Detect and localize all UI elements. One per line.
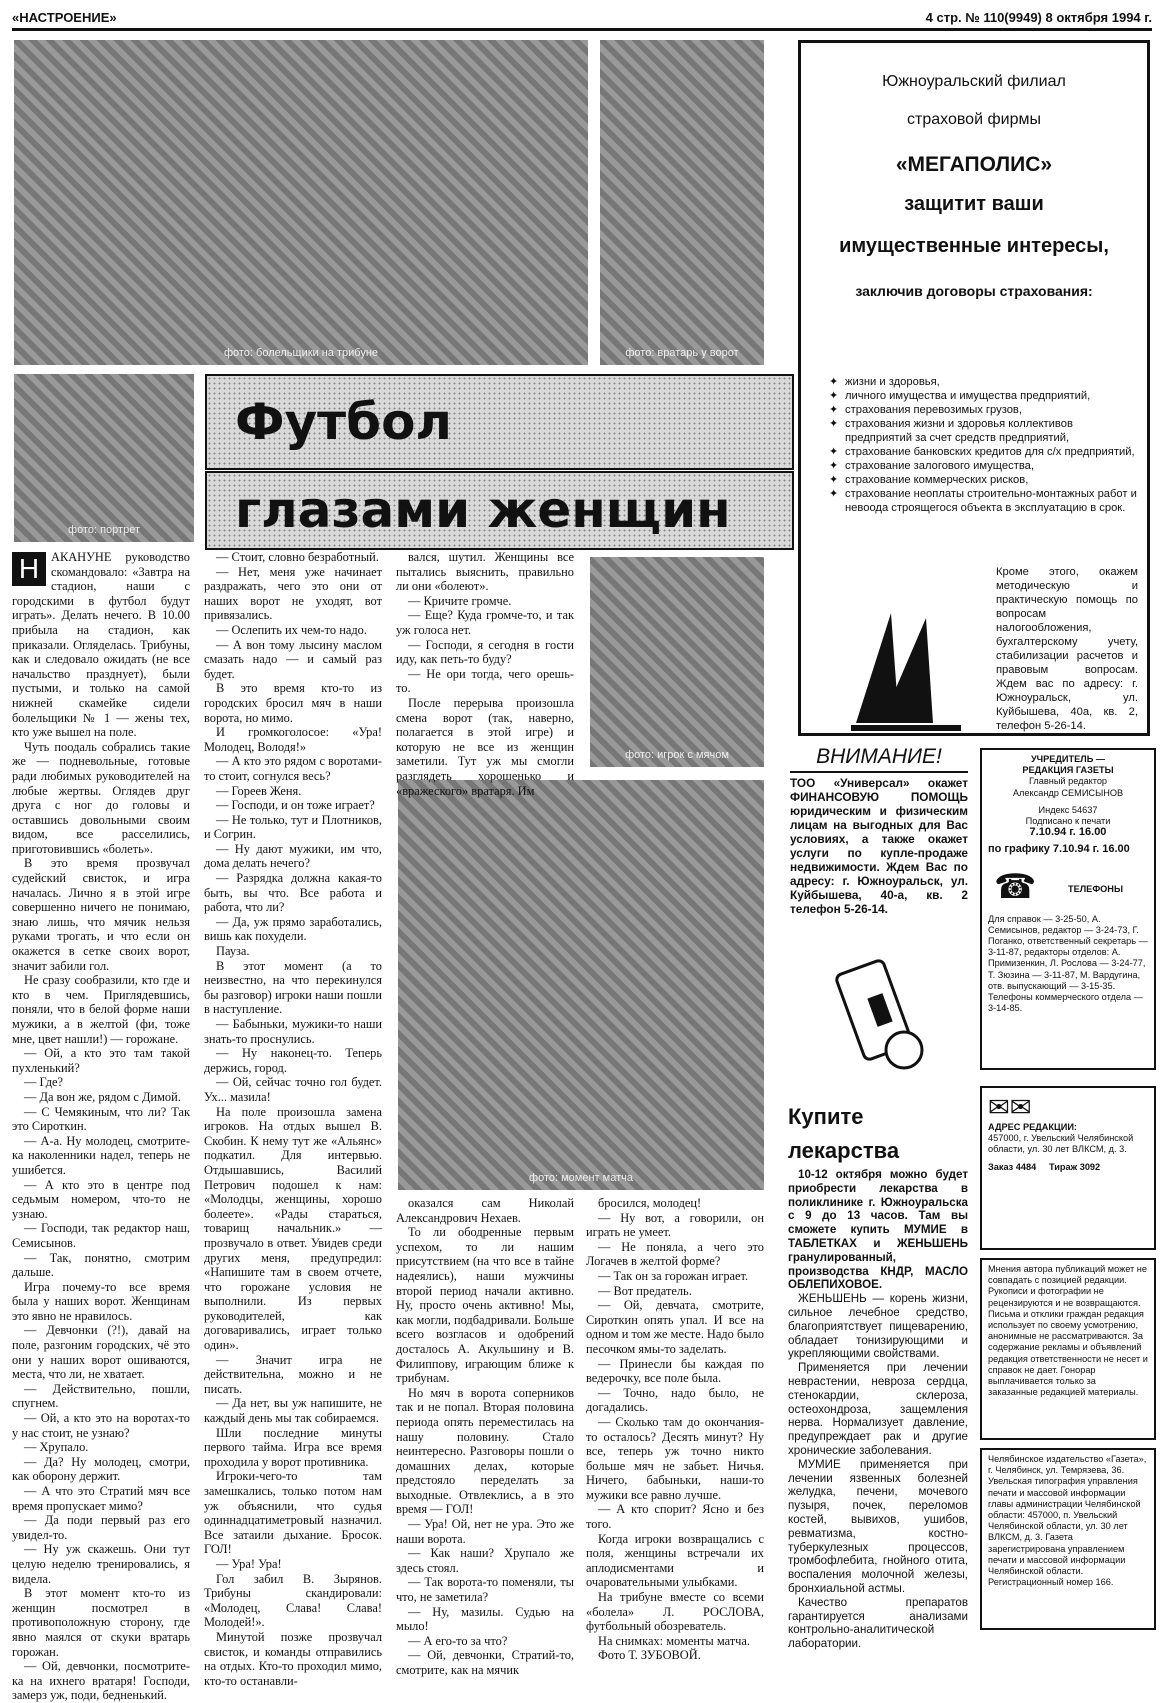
article-column-3-bottom [396,1196,574,1677]
article-paragraph: — Нет, меня уже начинает раздражать, чего это они от наших ворот не уходят, вот привязались. [204,564,382,623]
article-paragraph: На снимках: моменты матча. [598,1633,751,1648]
signed-label: Подписано к печати [1025,816,1111,827]
article-paragraph: — Да вон же, рядом с Димой. [24,1089,181,1104]
article-paragraph: — А кто спорит? Ясно и без того. [586,1502,764,1532]
founder-label: УЧРЕДИТЕЛЬ — [1030,754,1106,764]
photo-spectators: фото: болельщики на трибуне [14,40,588,365]
article-paragraph: Но мяч в ворота соперников так и не попал. Вторая половина периода опять переместилась на нашу половину. Стало неинтересно. Разговоры пошли о домашних делах, которые предстояло переделать за выходные. Отвлеклись, а в это время — ГОЛ! [396,1385,574,1517]
article-paragraph: — Да, уж прямо заработались, вишь как похудели. [204,914,382,944]
signed-date: 7.10.94 г. 16.00 [1029,826,1107,839]
address-text: 457000, г. Увельский Челябинской области, ул. 30 лет ВЛКСМ, д. 3. [988,1133,1134,1155]
article-paragraph: Н АКАНУНЕ руководство скомандовало: «Завтра на стадион, наши с городскими в футбол будут играть». Делать нечего. В 10.00 прибыла на стадион, как приказали. Огляделась. Трибуны, как и следовало ожидать (не все начальство празднует), были пустыми, и только на самой нижней скамейке сидели болельщики № 1 — жены тех, кто уже вышел на поле. [12,550,190,740]
article-paragraph: — Господи, так редактор наш, Семисынов. [12,1221,190,1250]
article-paragraph: — Так, понятно, смотрим дальше. [12,1250,190,1280]
insurance-item: ✦ личного имущества и имущества предприятий, [829,389,1139,403]
circulation: Тираж 3092 [1049,1161,1101,1172]
article-paragraph: Фото Т. ЗУБОВОЙ. [598,1648,701,1663]
article-column-2 [204,550,382,1688]
headline-line-1: Футбол [205,374,794,470]
article-column-3-top [396,550,574,798]
article-paragraph: — А его-то за что? [408,1633,508,1648]
pharmacy-ad [788,1100,968,1651]
article-paragraph: — А кто это рядом с воротами-то стоит, согнулся весь? [204,754,382,783]
article-paragraph: — Бабыньки, мужики-то наши знать-то проснулись. [204,1017,382,1046]
article-paragraph: — Ой, девчонки, посмотрите-ка на ихнего вратаря! Господи, замерз уж, поди, бедненький. [12,1659,190,1703]
article-paragraph: В этот момент (а то неизвестно, на что перекинулся бы разговор) игроки наши пошли в наступление. [204,958,382,1017]
schedule-date: по графику 7.10.94 г. 16.00 [988,843,1130,856]
article-column-1 [12,550,190,1703]
article-paragraph: — Господи, я сегодня в гости иду, как петь-то буду? [396,637,574,667]
article-paragraph: — Кричите громче. [408,593,512,608]
megapolis-logo-icon [851,613,961,733]
article-paragraph: И громкоголосое: «Ура! Молодец, Володя!» [204,725,382,754]
article-paragraph: Когда игроки возвращались с поля, женщины встречали их аплодисментами и очаровательными улыбками. [586,1531,764,1590]
newspaper-name: «НАСТРОЕНИЕ» [12,10,117,25]
insurance-item: ✦ страхования перевозимых грузов, [829,403,1139,417]
address-title: АДРЕС РЕДАКЦИИ: [988,1122,1077,1132]
article-paragraph: — А вон тому лысину маслом смазать надо — и самый раз будет. [204,637,382,681]
article-paragraph: После перерыва произошла смена ворот (так, наверно, полагается в этой игре) и которую не все из женщин заметили. Тут уж мы смогли разглядеть хорошенько и «вражеского» вратаря. Им [396,695,574,798]
article-paragraph: — Ну, мазилы. Судью на мыло! [396,1604,574,1634]
article-paragraph: — Да? Ну молодец, смотри, как оборону держит. [12,1454,190,1484]
article-paragraph: — Не только, тут и Плотников, и Согрин. [204,812,382,842]
article-paragraph: — Ой, девчонки, Стратий-то, смотрите, как на мячик [396,1648,574,1677]
article-paragraph: вался, шутил. Женщины все пытались выяснить, правильно ли они «болеют». [396,550,574,594]
photo-player-ball: фото: игрок с мячом [590,557,764,767]
article-paragraph: — Так ворота-то поменяли, ты что, не заметила? [396,1575,574,1605]
page-header [12,6,1152,31]
phones-text: Для справок — 3-25-50, А. Семисынов, редактор — 3-24-73, Г. Поганко, ответственный секретарь — 3-11-87, редакторы отделов: А. Примизенкин, Л. Рослова — 3-24-77, Т. Зюзина — 3-11-87, М. Вардугина, отв. выпускающий — 3-15-35. Телефоны коммерческого отдела — 3-14-85. [988,913,1148,1014]
pharmacy-heading-1: Купите [788,1104,864,1129]
disclaimer-box [980,1258,1156,1440]
article-paragraph: В этот момент кто-то из женщин посмотрел в противоположную сторону, где явно маялся от скуки вратарь горожан. [12,1586,190,1659]
article-paragraph: Игра почему-то все время была у наших ворот. Женщинам это явно не нравилось. [12,1279,190,1323]
article-paragraph: — Не поняла, а чего это Логачев в желтой форме? [586,1239,764,1269]
photo-goalkeeper: фото: вратарь у ворот [600,40,764,365]
article-paragraph: Шли последние минуты первого тайма. Игра все время проходила у ворот противника. [204,1425,382,1469]
article-paragraph: — Гореев Женя. [216,783,302,798]
article-paragraph: — Ура! Ура! [216,1556,282,1571]
insurance-list [829,375,1139,515]
pharmacy-paragraph: МУМИЕ применяется при лечении язвенных болезней желудка, печени, мочевого пузыря, почек, переломов костей, вывихов, ушибов, ревматизма, костно-туберкулезных процессов, тромбофлебита, гнойного отита, воспаления молочной железы, бронхиальной астмы. [788,1457,968,1595]
article-paragraph: — Ура! Ой, нет не ура. Это же наши ворота. [396,1517,574,1546]
insurance-item: ✦ страхования жизни и здоровья коллективов предприятий за счет средств предприятий, [829,417,1139,445]
article-paragraph: В это время прозвучал судейский свисток, и игра началась. Лично я в этой игре совершенно ничего не понимаю, знаю лишь, что мячик нельзя руками трогать, и что если он окажется в сетке своих ворот, значит забили гол. [12,856,190,973]
pharmacy-text [788,1168,968,1651]
article-paragraph: — Сколько там до окончания-то осталось? Десять минут? Ну все, теперь уж точно никто больше мяч не забьет. Ничья. Ничего, бабыньки, наши-то мужики все равно лучше. [586,1414,764,1502]
attention-text: ТОО «Универсал» окажет ФИНАНСОВУЮ ПОМОЩЬ юридическим и физическим лицам на выгодных для Вас условиях, а также окажет услуги по купле-продаже недвижимости. Ждем Вас по адресу: г. Южноуральск, ул. Куйбышева, 40-а, кв. 2 телефон 5-26-14. [790,776,968,916]
medicine-hand-icon [834,955,944,1085]
article-paragraph: Не сразу сообразили, кто где и кто в чем. Приглядевшись, поняли, что в белой форме наши мужики, а в желтой (фи, тоже мне, цвет нашли!) — горожане. [12,973,190,1046]
ad-line-6: заключив договоры страхования: [855,283,1093,299]
article-paragraph: оказался сам Николай Александрович Нехаев. [396,1196,574,1225]
article-paragraph: — Так он за горожан играет. [598,1268,749,1283]
issue-info: 4 стр. № 110(9949) 8 октября 1994 г. [925,10,1152,25]
imprint-box [980,748,1156,1070]
printing-text: Челябинское издательство «Газета», г. Челябинск, ул. Темрязева, 36. Увельская типография управления печати и массовой информации главы администрации Челябинской области: 457000, п. Увельский Челябинской области, ул. 30 лет ВЛКСМ, д. 3. Газета зарегистрирована управлением печати и массовой информации Челябинской области. Регистрационный номер 166. [988,1454,1147,1588]
article-paragraph: В это время кто-то из городских бросил мяч в наши ворота, но мимо. [204,681,382,725]
ad-company-name: «МЕГАПОЛИС» [895,153,1053,176]
envelope-icon: ✉✉ [988,1092,1032,1122]
photo-portrait: фото: портрет [14,374,194,542]
printing-box [980,1448,1156,1630]
insurance-item: ✦ страхование банковских кредитов для с/х предприятий, [829,445,1139,459]
article-paragraph: — Ой, сейчас точно гол будет. Ух... мазила! [204,1075,382,1104]
article-paragraph: — Еще? Куда громче-то, и так уж голоса нет. [396,608,574,637]
article-paragraph: Минутой позже прозвучал свисток, и команды отправились на отдых. Кто-то проходил мимо, кто-то останавли- [204,1629,382,1688]
attention-ad [790,745,968,916]
order-number: Заказ 4484 [988,1161,1037,1172]
pharmacy-paragraph: Применяется при лечении неврастении, невроза сердца, стенокардии, склероза, остеохондроза, защемления нерва. Нормализует давление, предупреждает рак и другие хронические заболевания. [788,1361,968,1457]
article-paragraph: бросился, молодец! [598,1196,702,1210]
insurance-item: ✦ жизни и здоровья, [829,375,1139,389]
pharmacy-heading-2: лекарства [788,1138,900,1163]
article-paragraph: — Не ори тогда, чего орешь-то. [396,666,574,696]
disclaimer-text: Мнения автора публикаций может не совпадать с позицией редакции. Рукописи и фотографии не рецензируются и не возвращаются. Письма и отклики граждан редакция использует по своему усмотрению, анонимные не рассматриваются. За содержание рекламы и объявлений редакция ответственности не несет и справок не дает. Гонорар выплачивается только за заказанные редакцией материалы. [988,1264,1148,1398]
telephone-icon: ☎ [994,867,1037,906]
article-paragraph: — Ой, а кто это на воротах-то у нас стоит, не узнаю? [12,1411,190,1440]
attention-title: ВНИМАНИЕ! [790,745,968,773]
pharmacy-paragraph: ЖЕНЬШЕНЬ — корень жизни, сильное лечебное средство, благоприятствует пищеварению, обладает тонизирующими и укрепляющими свойствами. [788,1292,968,1361]
headline-line-2: глазами женщин [205,471,794,550]
article-paragraph: — Ой, а кто это там такой пухленький? [12,1046,190,1075]
article-paragraph: — Ну дают мужики, им что, дома делать нечего? [204,841,382,871]
index-number: Индекс 54637 [1038,804,1098,815]
article-paragraph: — Действительно, пошли, спугнем. [12,1381,190,1411]
article-paragraph: — Где? [24,1075,64,1090]
article-paragraph: — А-а. Ну молодец, смотрите-ка наколенники надел, теперь не ушибется. [12,1133,190,1177]
drop-cap: Н [12,552,46,586]
article-paragraph: — С Чемякиным, что ли? Так это Сироткин. [12,1104,190,1134]
article-paragraph: — Стоит, словно безработный. [216,550,379,564]
article-paragraph: — А кто это в центре под седьмым номером, что-то не узнаю. [12,1177,190,1221]
founder-name: РЕДАКЦИЯ ГАЗЕТЫ [1022,765,1114,776]
article-paragraph: На трибуне вместе со всеми «болела» Л. РОСЛОВА, футбольный обозреватель. [586,1590,764,1634]
article-paragraph: На поле произошла замена игроков. На отдых вышел В. Скобин. К нему тут же «Альянс» подкатил. Для интервью. Отдышавшись, Василий Петрович подошел к нам: «Молодцы, женщины, хорошо болеете». «Рады стараться, товарищ начальник.» — прозвучало в ответ. Увидев среди других меня, предупредил: «Напишите там в своем отчете, что горожане условия не выполнили. Из первых руководителей, как договаривались, играет только один». [204,1104,382,1353]
phones-title: ТЕЛЕФОНЫ [1068,883,1123,894]
pharmacy-paragraph: 10-12 октября можно будет приобрести лекарства в поликлинике г. Южноуральска с 9 до 13 часов. Там вы сможете купить МУМИЕ в ТАБЛЕТКАХ и ЖЕНЬШЕНЬ гранулированный, производства КНДР, МАСЛО ОБЛЕПИХОВОЕ. [788,1168,968,1292]
insurance-item: ✦ страхование залогового имущества, [829,459,1139,473]
article-paragraph: Гол забил В. Зырянов. Трибуны скандировали: «Молодец, Слава! Слава! Молодей!». [204,1571,382,1630]
article-paragraph: — Господи, и он тоже играет? [216,798,375,813]
ad-line-2: страховой фирмы [907,111,1041,128]
insurance-item: ✦ страхование неоплаты строительно-монтажных работ и невоода строящегося объекта в эксплуатацию в срок. [829,487,1139,515]
editor-label: Главный редактор [1028,776,1108,787]
ad-line-5: имущественные интересы, [839,235,1109,257]
article-paragraph: — Хрупало. [24,1440,89,1455]
pharmacy-paragraph: Качество препаратов гарантируется анализами контрольно-аналитической лаборатории. [788,1595,968,1651]
article-paragraph: Пауза. [216,944,250,959]
article-paragraph: — Ослепить их чем-то надо. [216,622,367,637]
article-paragraph: — Девчонки (?!), давай на поле, разгоним городских, чё это они у наших ворот ошиваются, места, что ли, не хватает. [12,1323,190,1382]
photo-match-moment: фото: момент матча [398,780,764,1190]
article-column-4-bottom [586,1196,764,1670]
ad-line-1: Южноуральский филиал [882,73,1066,90]
article-paragraph: — Принесли бы каждая по ведерочку, все поле была. [586,1356,764,1386]
article-paragraph: — Значит игра не действительна, можно и не писать. [204,1352,382,1396]
megapolis-ad [798,40,1150,736]
article-paragraph: — Ну наконец-то. Теперь держись, город. [204,1046,382,1075]
article-paragraph: — Точно, надо было, не догадались. [586,1385,764,1415]
article-paragraph: — Ну уж скажешь. Они тут целую неделю тренировались, я видела. [12,1542,190,1586]
ad-line-4: защитит ваши [904,193,1044,215]
insurance-item: ✦ страхование коммерческих рисков, [829,473,1139,487]
ad-extra-text: Кроме этого, окажем методическую и практическую помощь по вопросам налогообложения, бухгалтерскому учету, стабилизации расчетов и правовым вопросам. Ждем вас по адресу: г. Южноуральск, ул. Куйбышева, 40а, кв. 2, телефон 5-26-14. [996,566,1138,732]
article-paragraph: Чуть поодаль собрались такие же — подневольные, готовые ради любимых руководителей на любые жертвы. Оглядев друг друга с ног до головы и оставшись довольными своим видом, все расселились, приготовившись «болеть». [12,739,190,856]
article-paragraph: Игроки-чего-то там замешкались, только потом нам уж объяснили, что судья одиннадцатиметровый назначил. Все затаили дыхание. Бросок. ГОЛ! [204,1469,382,1557]
article-paragraph: — Вот предатель. [598,1283,692,1298]
article-paragraph: — А что это Стратий мяч все время пропускает мимо? [12,1484,190,1513]
article-paragraph: — Да поди первый раз его увидел-то. [12,1513,190,1542]
article-paragraph: — Разрядка должна какая-то быть, вы что. Все работа и работа, что ли? [204,871,382,915]
article-paragraph: То ли ободренные первым успехом, то ли нашим присутствием (на что все в тайне надеялись), наши мужчины второй период начали активно. Ну, просто очень активно! Мы, как могли, подбадривали. Больше всего возгласов и одобрений досталось А. Акульшину и В. Филиппову, играющим ближе к трибунам. [396,1225,574,1386]
article-paragraph: — Да нет, вы уж напишите, не каждый день мы так собираемся. [204,1396,382,1426]
editor-name: Александр СЕМИСЫНОВ [1012,787,1124,798]
article-paragraph: — Ой, девчата, смотрите, Сироткин опять упал. И все на одном и том же месте. Надо было песочком ямы-то заделать. [586,1298,764,1356]
article-paragraph: — Как наши? Хрупало же здесь стоял. [396,1546,574,1575]
article-paragraph: — Ну вот, а говорили, он играть не умеет. [586,1210,764,1240]
address-box [980,1086,1156,1250]
